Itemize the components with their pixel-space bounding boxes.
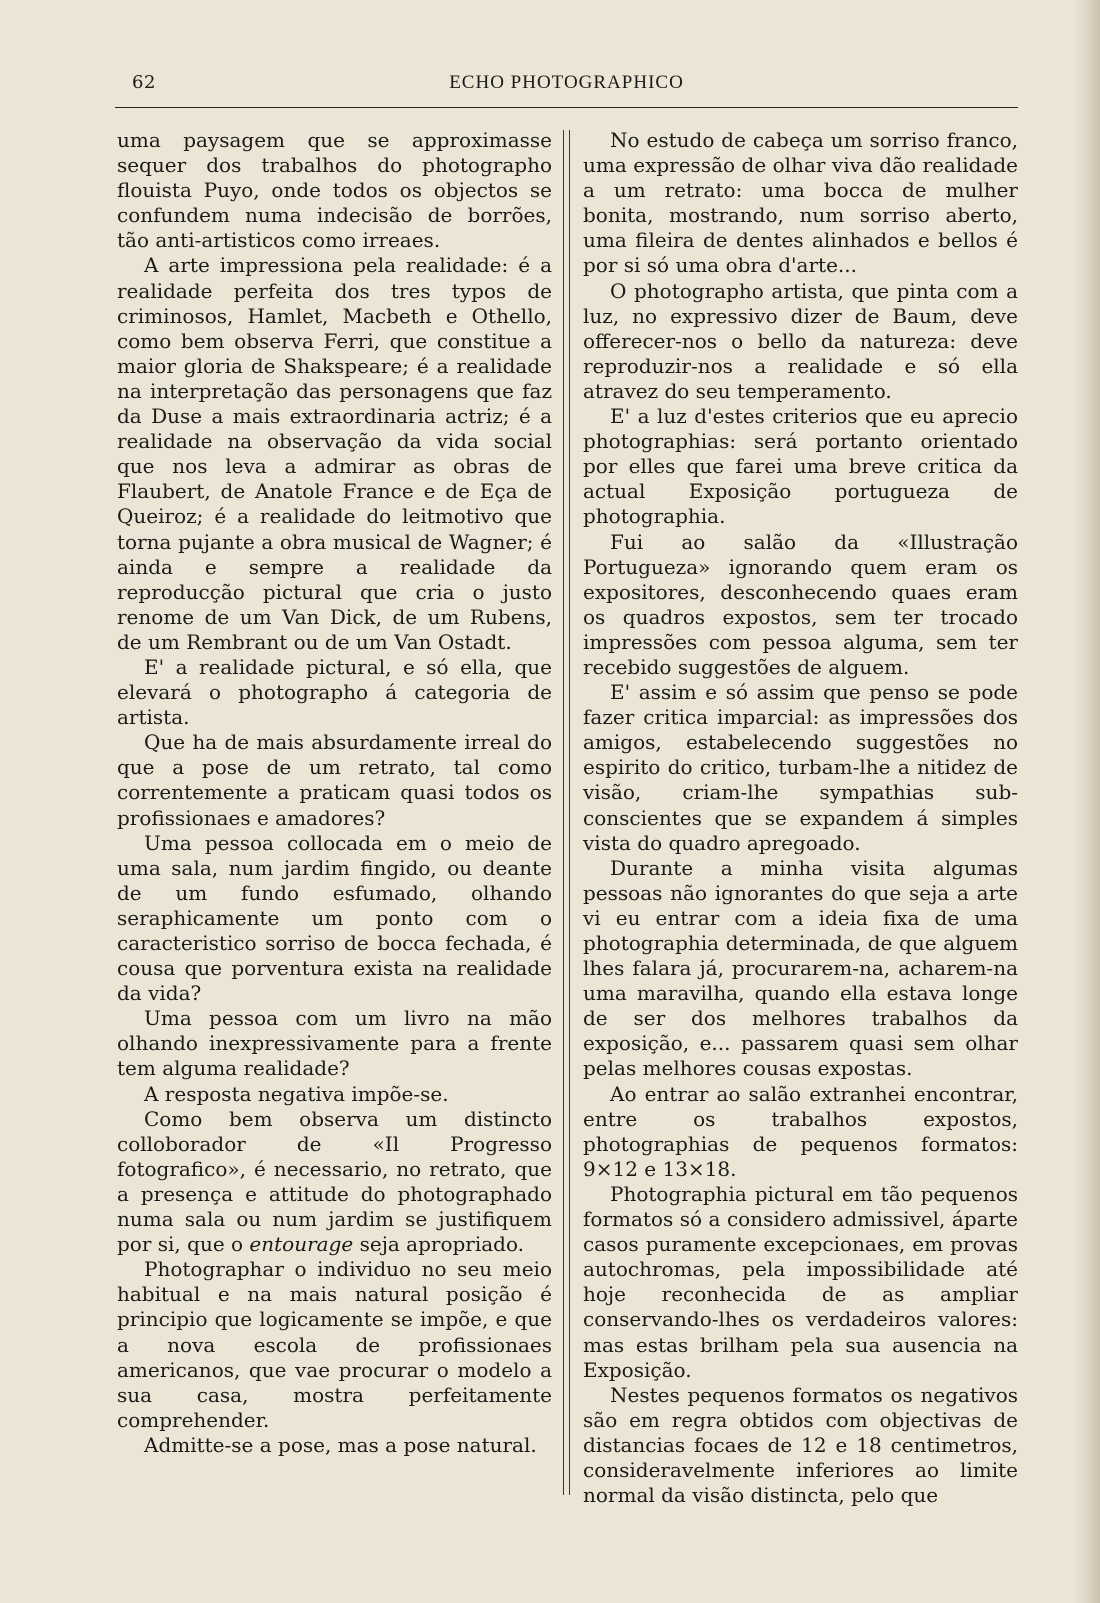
paragraph: O photographo artista, que pinta com a luz, no expressivo dizer de Baum, deve offerecer-nos o bello da natureza: deve reproduzir-nos a realidade e só ella atravez do seu temperamento. (583, 278, 1018, 403)
paragraph: A arte impressiona pela realidade: é a realidade perfeita dos tres typos de criminosos, Hamlet, Macbeth e Othello, como bem observa Ferri, que constitue a maior gloria de Shakspeare; é a realidade na interpretação das personagens que faz da Duse a mais extraordinaria actriz; é a realidade na observação da vida social que nos leva a admirar as obras de Flaubert, de Anatole France e de Eça de Queiroz; é a realidade do leitmotivo que torna pujante a obra musical de Wagner; é ainda e sempre a realidade da reproducção pictural que cria o justo renome de um Van Dick, de um Rubens, de um Rembrant ou de um Van Ostadt. (117, 253, 552, 654)
left-column (117, 128, 552, 1458)
paragraph: Que ha de mais absurdamente irreal do que a pose de um retrato, tal como correntemente a praticam quasi todos os profissionaes e amadores? (117, 730, 552, 830)
paragraph: Uma pessoa collocada em o meio de uma sala, num jardim fingido, ou deante de um fundo esfumado, olhando seraphicamente um ponto com o caracteristico sorriso de bocca fechada, é cousa que porventura exista na realidade da vida? (117, 830, 552, 1006)
paragraph: Photographar o individuo no seu meio habitual e na mais natural posição é principio que logicamente se impõe, e que a nova escola de profissionaes americanos, que vae procurar o modelo a sua casa, mostra perfeitamente comprehender. (117, 1257, 552, 1432)
paragraph: Admitte-se a pose, mas a pose natural. (144, 1432, 537, 1457)
paragraph: E' a luz d'estes criterios que eu aprecio photographias: será portanto orientado por elles que farei uma breve critica da actual Exposição portugueza de photographia. (583, 404, 1018, 529)
paragraph: A resposta negativa impõe-se. (144, 1081, 449, 1106)
paragraph: E' a realidade pictural, e só ella, que elevará o photographo á categoria de artista. (117, 654, 552, 730)
paragraph: Fui ao salão da «Illustração Portugueza» ignorando quem eram os expositores, desconhecendo quaes eram os quadros expostos, sem ter trocado impressões com pessoa alguma, sem ter recebido suggestões de alguem. (583, 529, 1018, 679)
paragraph: Nestes pequenos formatos os negativos são em regra obtidos com objectivas de distancias focaes de 12 e 18 centimetros, consideravelmente inferiores ao limite normal da visão distincta, pelo que (583, 1382, 1018, 1508)
page-number: 62 (132, 72, 156, 93)
paragraph: Uma pessoa com um livro na mão olhando inexpressivamente para a frente tem alguma realidade? (117, 1006, 552, 1081)
paragraph: E' assim e só assim que penso se pode fazer critica imparcial: as impressões dos amigos, estabelecendo suggestões no espirito do critico, turbam-lhe a nitidez de visão, criam-lhe sympathias sub-conscientes que se expandem á simples vista do quadro apregoado. (583, 680, 1018, 855)
paragraph: No estudo de cabeça um sorriso franco, uma expressão de olhar viva dão realidade a um retrato: uma bocca de mulher bonita, mostrando, num sorriso aberto, uma fileira de dentes alinhados e bellos é por si só uma obra d'arte... (583, 128, 1018, 278)
paragraph-tail: seja apropriado. (353, 1232, 525, 1257)
right-column (583, 128, 1018, 1508)
italic-term: entourage (249, 1232, 354, 1257)
page-edge-shadow (1074, 0, 1100, 1603)
paragraph: Ao entrar ao salão extranhei encontrar, entre os trabalhos expostos, photographias de pequenos formatos: 9×12 e 13×18. (583, 1081, 1018, 1181)
column-divider (563, 130, 570, 1495)
paragraph: Photographia pictural em tão pequenos formatos só a considero admissivel, áparte casos puramente excepcionaes, em provas autochromas, pela impossibilidade até hoje reconhecida de as ampliar conservando-lhes os verdadeiros valores: mas estas brilham pela sua ausencia na Exposição. (583, 1181, 1018, 1382)
running-title: ECHO PHOTOGRAPHICO (449, 72, 684, 93)
paragraph: uma paysagem que se approximasse sequer dos trabalhos do photographo flouista Puyo, onde todos os objectos se confundem numa indecisão de borrões, tão anti-artisticos como irreaes. (117, 128, 552, 253)
header-rule (115, 107, 1018, 108)
paragraph (117, 1107, 552, 1258)
page-header (115, 70, 1018, 100)
paragraph: Durante a minha visita algumas pessoas não ignorantes do que seja a arte vi eu entrar com a ideia fixa de uma photographia determinada, de que alguem lhes falara já, procurarem-na, acharem-na uma maravilha, quando ella estava longe de ser dos melhores trabalhos da exposição, e... passarem quasi sem olhar pelas melhores cousas expostas. (583, 855, 1018, 1081)
paragraph-text: Como bem observa um distincto colloborador de «Il Progresso fotografico», é necessario, no retrato, que a presença e attitude do photographado numa sala ou num jardim se justifiquem por si, que o (117, 1106, 552, 1257)
